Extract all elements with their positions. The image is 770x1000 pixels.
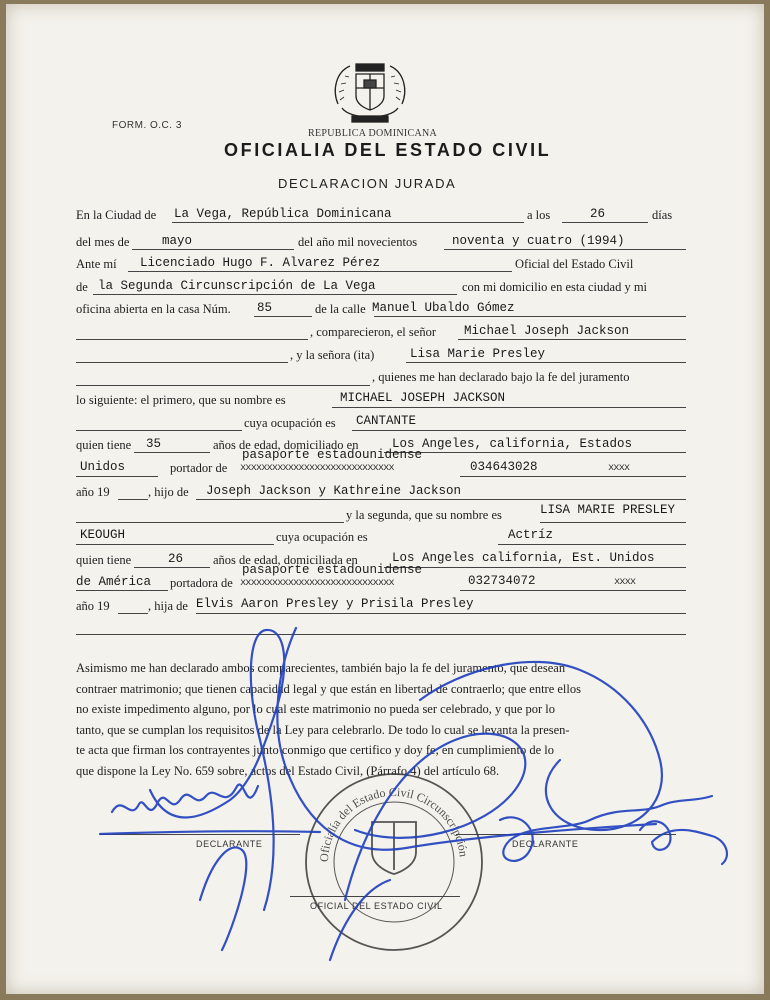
- bride-full-name-1: LISA MARIE PRESLEY: [540, 503, 676, 517]
- circ-label: de: [76, 280, 88, 294]
- bride-occupation-label: cuya ocupación es: [276, 530, 368, 544]
- stamp-text: Oficialía del Estado Civil Circunscripción: [316, 784, 471, 863]
- bride-parents: Elvis Aaron Presley y Prisila Presley: [196, 597, 474, 611]
- office-title: OFICIALIA DEL ESTADO CIVIL: [224, 140, 552, 160]
- officer-signature-label: OFICIAL DEL ESTADO CIVIL: [310, 901, 443, 911]
- bearer-label: portador de: [170, 461, 228, 475]
- bride-label: , y la señora (ita): [290, 348, 375, 362]
- bride-doc-strike: xxxxxxxxxxxxxxxxxxxxxxxxxxxxx: [240, 577, 394, 589]
- paragraph-line: contraer matrimonio; que tienen capacidad legal y que están en libertad de contraerlo; que entre ellos: [76, 681, 581, 696]
- day-value: 26: [590, 207, 606, 221]
- bride-doc-number: 032734072: [468, 574, 536, 588]
- coat-of-arms-seal-icon: [330, 60, 410, 126]
- paragraph-line: no existe impedimento alguno, por lo cual este matrimonio no pueda ser celebrado, y que por lo: [76, 702, 556, 717]
- bride-occupation: Actríz: [508, 528, 554, 542]
- bride-domiciled-label: años de edad, domiciliada en: [213, 553, 358, 567]
- age-label: quien tiene: [76, 438, 132, 452]
- groom-value: Michael Joseph Jackson: [464, 324, 630, 338]
- circumscription-value: la Segunda Circunscripción de La Vega: [98, 279, 376, 293]
- bride-value: Lisa Marie Presley: [410, 347, 546, 361]
- second-name-label: y la segunda, que su nombre es: [346, 508, 502, 522]
- street-label: de la calle: [315, 302, 366, 316]
- declarant-label-left: DECLARANTE: [196, 839, 263, 849]
- form-code: FORM. O.C. 3: [112, 120, 182, 131]
- groom-doc-strike: xxxxxxxxxxxxxxxxxxxxxxxxxxxxx: [240, 462, 394, 474]
- month-value: mayo: [162, 234, 193, 248]
- year-label: del año mil novecientos: [298, 235, 418, 249]
- oath-text: , quienes me han declarado bajo la fe del juramento: [372, 370, 630, 384]
- declarant-label-right: DECLARANTE: [512, 839, 579, 849]
- bride-domicile-1: Los Angeles california, Est. Unidos: [392, 551, 655, 565]
- bride-doc-type: pasaporte estadounidense: [242, 563, 423, 577]
- city-value: La Vega, República Dominicana: [174, 207, 392, 221]
- bride-tail-strike: xxxx: [614, 576, 636, 588]
- paragraph-line: te acta que firman los contrayentes junto conmigo que certifico y doy fe, en cumplimiento de lo: [76, 743, 554, 758]
- street-value: Manuel Ubaldo Gómez: [372, 301, 515, 315]
- declaration-paragraph: [76, 658, 688, 782]
- bride-year-19-label: año 19: [76, 599, 110, 613]
- groom-age: 35: [146, 437, 162, 451]
- city-label: En la Ciudad de: [76, 208, 157, 222]
- officer-label: Ante mí: [76, 257, 117, 271]
- days-label: días: [652, 208, 673, 222]
- officer-value: Licenciado Hugo F. Alvarez Pérez: [140, 256, 381, 270]
- groom-doc-type: pasaporte estadounidense: [242, 448, 423, 462]
- bride-bearer-label: portadora de: [170, 576, 233, 590]
- domiciled-label: años de edad, domiciliado en: [213, 438, 359, 452]
- bride-full-name-2: KEOUGH: [80, 528, 126, 542]
- groom-doc-number: 034643028: [470, 460, 538, 474]
- first-name-label: lo siguiente: el primero, que su nombre es: [76, 393, 286, 407]
- groom-domicile-2: Unidos: [80, 460, 126, 474]
- occupation-label: cuya ocupación es: [244, 416, 336, 430]
- month-label: del mes de: [76, 235, 130, 249]
- house-value: 85: [257, 301, 273, 315]
- groom-parents: Joseph Jackson y Kathreine Jackson: [206, 484, 462, 498]
- day-label: a los: [527, 208, 551, 222]
- document-title: DECLARACION JURADA: [278, 176, 457, 191]
- paragraph-line: tanto, que se cumplan los requisitos de la Ley para celebrarlo. De todo lo cual se levanta la presen-: [76, 722, 570, 737]
- bride-age: 26: [168, 552, 184, 566]
- groom-full-name: MICHAEL JOSEPH JACKSON: [340, 391, 506, 405]
- groom-label: , comparecieron, el señor: [310, 325, 436, 339]
- officer-title-label: Oficial del Estado Civil: [515, 257, 634, 271]
- groom-domicile-1: Los Angeles, california, Estados: [392, 437, 633, 451]
- domicile-label: con mi domicilio en esta ciudad y mi: [462, 280, 648, 294]
- year-19-label: año 19: [76, 485, 110, 499]
- daughter-of-label: , hija de: [148, 599, 188, 613]
- bride-domicile-2: de América: [76, 575, 152, 589]
- groom-occupation: CANTANTE: [356, 414, 417, 428]
- paragraph-line: que dispone la Ley No. 659 sobre, actos del Estado Civil, (Párrafo 4) del artículo 68.: [76, 763, 500, 778]
- paragraph-line: Asimismo me han declarado ambos comparecientes, también bajo la fe del juramento, que desean: [76, 661, 566, 675]
- republic-name: REPUBLICA DOMINICANA: [308, 128, 438, 139]
- year-value: noventa y cuatro (1994): [452, 234, 625, 248]
- bride-age-label: quien tiene: [76, 553, 132, 567]
- son-of-label: , hijo de: [148, 485, 189, 499]
- groom-tail-strike: xxxx: [608, 462, 630, 474]
- house-label: oficina abierta en la casa Núm.: [76, 302, 231, 316]
